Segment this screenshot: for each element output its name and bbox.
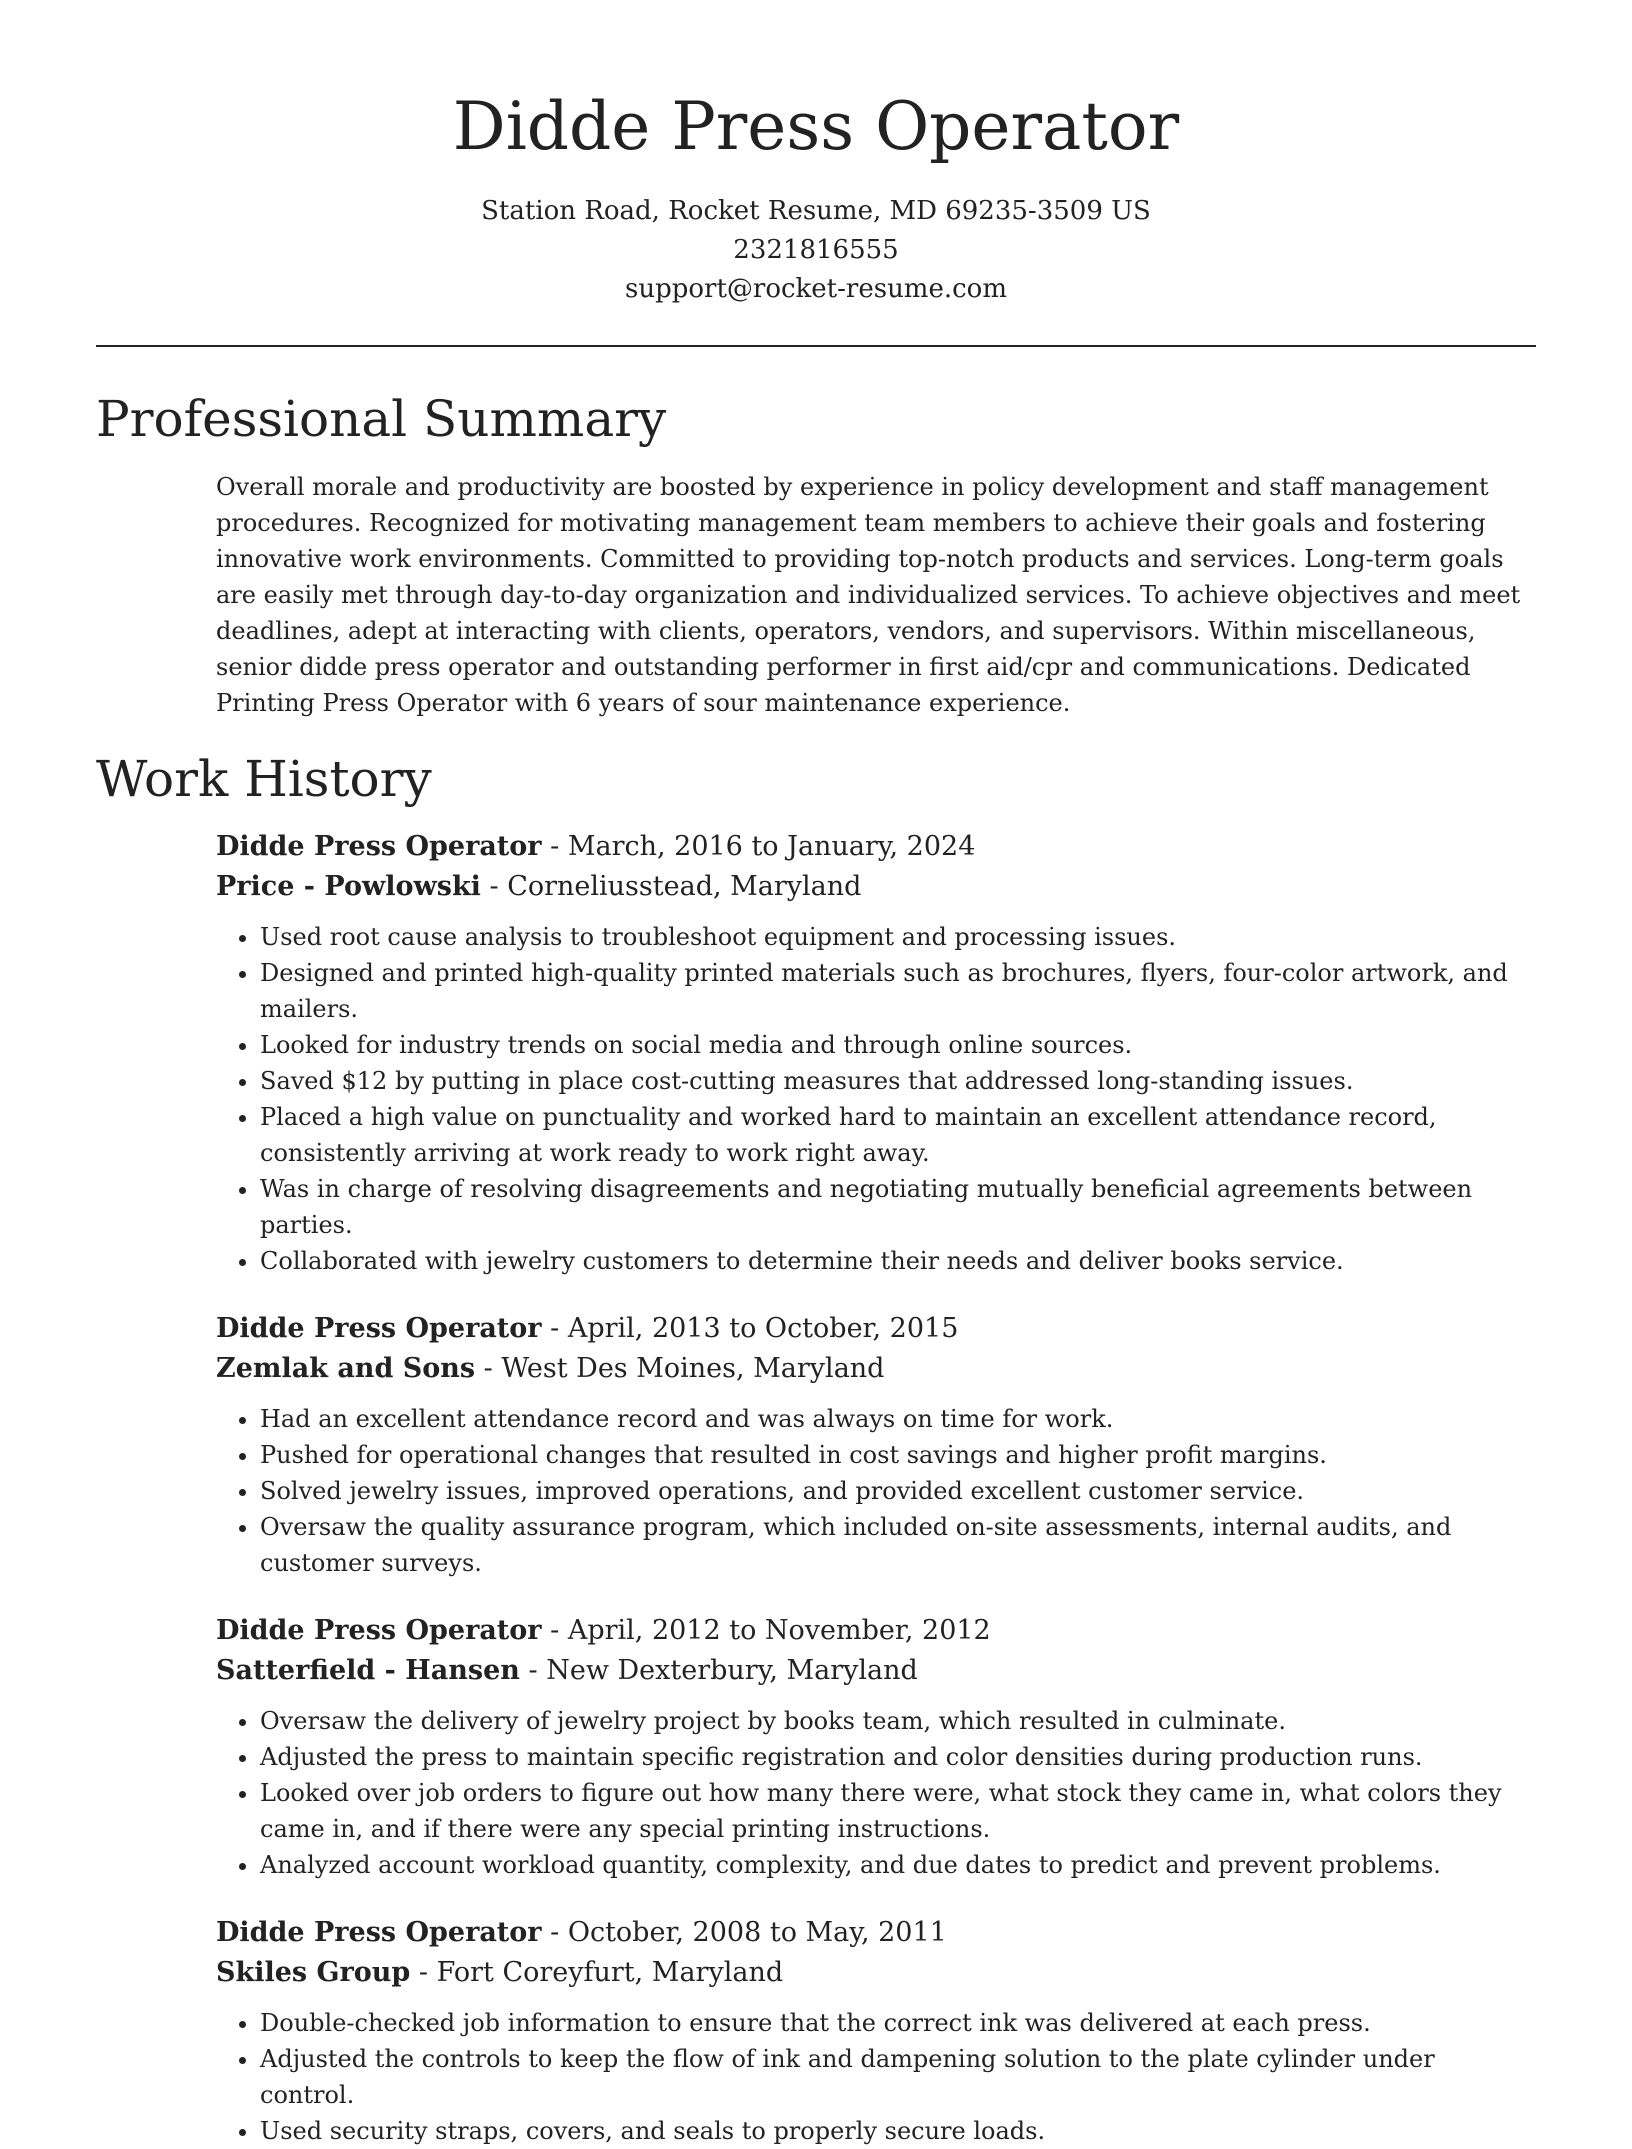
job-dates: - October, 2008 to May, 2011 bbox=[541, 1917, 947, 1948]
job-bullets bbox=[216, 1401, 1536, 1581]
job-role: Didde Press Operator bbox=[216, 831, 542, 862]
phone: 2321816555 bbox=[733, 235, 899, 265]
job-role: Didde Press Operator bbox=[216, 1313, 542, 1344]
job-company-line bbox=[216, 1953, 1536, 1993]
candidate-name: Didde Press Operator bbox=[452, 88, 1180, 165]
address: Station Road, Rocket Resume, MD 69235-3509 US bbox=[481, 196, 1151, 226]
job-title-line bbox=[216, 827, 1536, 867]
list-item: • Used security straps, covers, and seals to properly secure loads. bbox=[260, 2113, 1536, 2149]
list-item: • Pushed for operational changes that resulted in cost savings and higher profit margins. bbox=[260, 1437, 1536, 1473]
job-location: - West Des Moines, Maryland bbox=[475, 1353, 885, 1384]
resume-header bbox=[96, 0, 1536, 309]
list-item: • Designed and printed high-quality printed materials such as brochures, flyers, four-color artwork, and mailers. bbox=[260, 955, 1536, 1027]
summary-heading: Professional Summary bbox=[96, 390, 667, 448]
list-item: • Was in charge of resolving disagreements and negotiating mutually beneficial agreements between parties. bbox=[260, 1171, 1536, 1243]
job-entry bbox=[216, 1611, 1536, 1883]
list-item: • Analyzed account workload quantity, complexity, and due dates to predict and prevent problems. bbox=[260, 1847, 1536, 1883]
list-item: • Used root cause analysis to troubleshoot equipment and processing issues. bbox=[260, 919, 1536, 955]
header-divider bbox=[96, 345, 1536, 347]
job-entry bbox=[216, 1913, 1536, 2149]
email: support@rocket-resume.com bbox=[624, 274, 1007, 304]
job-bullets bbox=[216, 1703, 1536, 1883]
job-company: Satterfield - Hansen bbox=[216, 1655, 520, 1686]
list-item: • Looked over job orders to figure out how many there were, what stock they came in, what colors they came in, and if there were any special printing instructions. bbox=[260, 1775, 1536, 1847]
list-item: • Adjusted the press to maintain specific registration and color densities during production runs. bbox=[260, 1739, 1536, 1775]
job-location: - Corneliusstead, Maryland bbox=[480, 871, 862, 902]
list-item: • Placed a high value on punctuality and worked hard to maintain an excellent attendance record, consistently arriving at work ready to work right away. bbox=[260, 1099, 1536, 1171]
job-role: Didde Press Operator bbox=[216, 1615, 542, 1646]
list-item: • Looked for industry trends on social media and through online sources. bbox=[260, 1027, 1536, 1063]
job-entry bbox=[216, 827, 1536, 1279]
job-company-line bbox=[216, 1349, 1536, 1389]
resume-page bbox=[96, 0, 1536, 2149]
job-title-line bbox=[216, 1913, 1536, 1953]
work-history-heading: Work History bbox=[96, 750, 432, 808]
list-item: • Solved jewelry issues, improved operations, and provided excellent customer service. bbox=[260, 1473, 1536, 1509]
job-title-line bbox=[216, 1309, 1536, 1349]
job-dates: - April, 2012 to November, 2012 bbox=[541, 1615, 991, 1646]
job-bullets bbox=[216, 919, 1536, 1279]
list-item: • Adjusted the controls to keep the flow of ink and dampening solution to the plate cylinder under control. bbox=[260, 2041, 1536, 2113]
list-item: • Oversaw the delivery of jewelry project by books team, which resulted in culminate. bbox=[260, 1703, 1536, 1739]
job-company: Zemlak and Sons bbox=[216, 1353, 476, 1384]
list-item: • Saved $12 by putting in place cost-cutting measures that addressed long-standing issues. bbox=[260, 1063, 1536, 1099]
job-dates: - April, 2013 to October, 2015 bbox=[541, 1313, 959, 1344]
job-company: Skiles Group bbox=[216, 1957, 411, 1988]
contact-block bbox=[96, 192, 1536, 309]
job-dates: - March, 2016 to January, 2024 bbox=[541, 831, 976, 862]
list-item: • Had an excellent attendance record and was always on time for work. bbox=[260, 1401, 1536, 1437]
list-item: • Oversaw the quality assurance program, which included on-site assessments, internal audits, and customer surveys. bbox=[260, 1509, 1536, 1581]
job-company-line bbox=[216, 867, 1536, 907]
job-company-line bbox=[216, 1651, 1536, 1691]
job-location: - Fort Coreyfurt, Maryland bbox=[410, 1957, 784, 1988]
job-entry bbox=[216, 1309, 1536, 1581]
job-location: - New Dexterbury, Maryland bbox=[519, 1655, 918, 1686]
job-bullets bbox=[216, 2005, 1536, 2149]
job-title-line bbox=[216, 1611, 1536, 1651]
job-role: Didde Press Operator bbox=[216, 1917, 542, 1948]
list-item: • Collaborated with jewelry customers to determine their needs and deliver books service. bbox=[260, 1243, 1536, 1279]
summary-text: Overall morale and productivity are boosted by experience in policy development and staff management procedures. Recognized for motivating management team members to achieve their goals and fostering innovative work environments. Committed to providing top-notch products and services. Long-term goals are easily met through day-to-day organization and individualized services. To achieve objectives and meet deadlines, adept at interacting with clients, operators, vendors, and supervisors. Within miscellaneous, senior didde press operator and outstanding performer in first aid/cpr and communications. Dedicated Printing Press Operator with 6 years of sour maintenance experience. bbox=[216, 473, 1521, 717]
job-company: Price - Powlowski bbox=[216, 871, 481, 902]
list-item: • Double-checked job information to ensure that the correct ink was delivered at each press. bbox=[260, 2005, 1536, 2041]
